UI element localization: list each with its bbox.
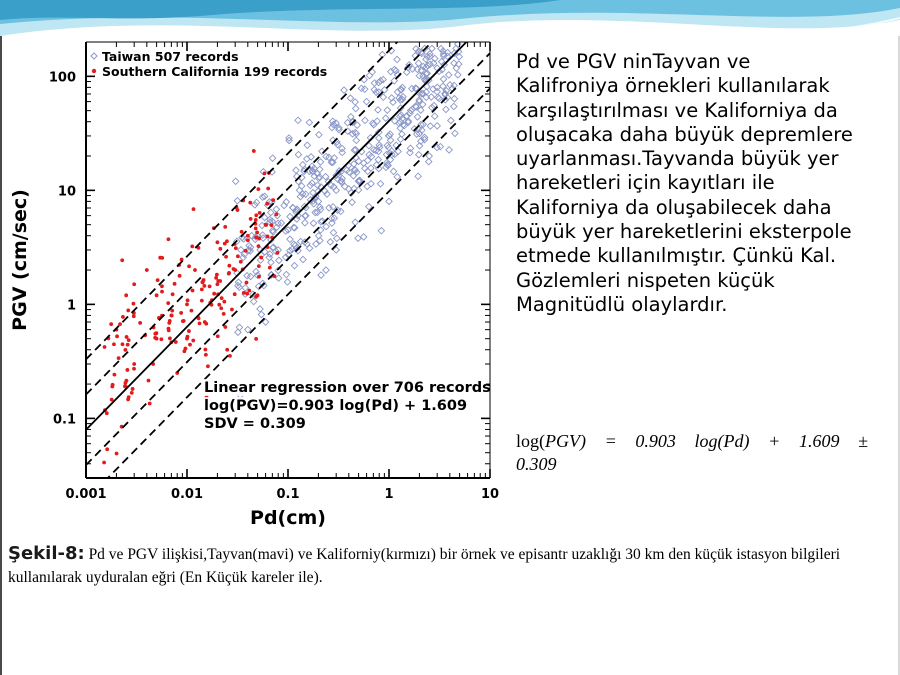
taiwan-point <box>300 256 306 262</box>
y-tick-label: 0.1 <box>52 412 76 428</box>
california-point <box>113 373 117 377</box>
taiwan-point <box>366 72 372 78</box>
california-point <box>264 223 268 227</box>
california-point <box>247 289 251 293</box>
california-point <box>105 411 109 415</box>
california-point <box>240 230 244 234</box>
taiwan-point <box>304 156 310 162</box>
taiwan-point <box>318 272 324 278</box>
california-point <box>170 314 174 318</box>
x-tick-label: 0.1 <box>276 487 300 502</box>
taiwan-point <box>293 167 299 173</box>
california-point <box>200 287 204 291</box>
taiwan-point <box>330 229 336 235</box>
california-point <box>193 268 197 272</box>
california-point <box>131 387 135 391</box>
california-point <box>148 402 152 406</box>
california-point <box>259 256 263 260</box>
x-tick-label: 0.001 <box>65 487 107 502</box>
california-point <box>125 368 129 372</box>
taiwan-point <box>310 220 316 226</box>
taiwan-point <box>378 227 384 233</box>
annotation-line: Linear regression over 706 records <box>204 380 491 396</box>
y-tick-label: 1 <box>66 298 76 314</box>
taiwan-point <box>251 298 257 304</box>
taiwan-point <box>364 183 370 189</box>
california-point <box>216 240 220 244</box>
california-point <box>190 244 194 248</box>
taiwan-point <box>347 95 353 101</box>
california-point <box>218 247 222 251</box>
taiwan-point <box>440 76 446 82</box>
california-point <box>254 218 258 222</box>
legend-california: Southern California 199 records <box>102 64 328 79</box>
california-point <box>216 334 220 338</box>
taiwan-point <box>275 275 281 281</box>
california-point <box>102 461 106 465</box>
california-point <box>185 302 189 306</box>
california-point <box>168 319 172 323</box>
california-point <box>190 309 194 313</box>
california-point <box>173 282 177 286</box>
taiwan-point <box>414 114 420 120</box>
california-point <box>256 187 260 191</box>
california-point <box>184 347 188 351</box>
taiwan-point <box>258 311 264 317</box>
annotation-line: SDV = 0.309 <box>204 416 306 432</box>
taiwan-point <box>316 132 322 138</box>
california-point <box>265 202 269 206</box>
taiwan-point <box>268 209 274 215</box>
taiwan-point <box>451 103 457 109</box>
taiwan-point <box>446 72 452 78</box>
taiwan-point <box>257 306 263 312</box>
taiwan-point <box>434 123 440 129</box>
taiwan-point <box>362 117 368 123</box>
taiwan-point <box>386 198 392 204</box>
california-point <box>198 321 202 325</box>
california-point <box>187 264 191 268</box>
california-point <box>225 239 229 243</box>
taiwan-point <box>269 155 275 161</box>
california-point <box>263 171 267 175</box>
taiwan-point <box>327 239 333 245</box>
taiwan-point <box>394 56 400 62</box>
taiwan-point <box>446 147 452 153</box>
taiwan-point <box>368 181 374 187</box>
x-axis-label: Pd(cm) <box>250 507 326 529</box>
taiwan-point <box>375 107 381 113</box>
california-point <box>227 271 231 275</box>
california-point <box>125 335 129 339</box>
california-point <box>171 292 175 296</box>
california-point <box>216 279 220 283</box>
taiwan-point <box>368 165 374 171</box>
taiwan-point <box>240 254 246 260</box>
taiwan-point <box>291 262 297 268</box>
taiwan-point <box>349 199 355 205</box>
taiwan-point <box>383 115 389 121</box>
y-axis-label: PGV (cm/sec) <box>9 189 31 331</box>
taiwan-point <box>392 118 398 124</box>
california-point <box>249 217 253 221</box>
california-point <box>254 337 258 341</box>
taiwan-point <box>334 235 340 241</box>
taiwan-point <box>273 206 279 212</box>
california-point <box>147 379 151 383</box>
caption-label: Şekil-8: <box>8 543 85 564</box>
taiwan-point <box>287 236 293 242</box>
california-point <box>215 273 219 277</box>
california-point <box>219 306 223 310</box>
california-point <box>111 383 115 387</box>
california-point <box>105 447 109 451</box>
taiwan-point <box>360 234 366 240</box>
california-point <box>132 282 136 286</box>
regression-line <box>86 18 490 430</box>
california-point <box>202 278 206 282</box>
california-point <box>232 267 236 271</box>
california-point <box>274 212 278 216</box>
california-point <box>155 293 159 297</box>
california-point <box>230 308 234 312</box>
california-point <box>234 246 238 250</box>
california-point <box>202 284 206 288</box>
california-point <box>168 336 172 340</box>
california-point <box>124 381 128 385</box>
regression-lower-band-2 <box>86 88 490 500</box>
california-point <box>254 213 258 217</box>
california-point <box>242 291 246 295</box>
california-point <box>222 300 226 304</box>
california-point <box>258 211 262 215</box>
taiwan-point <box>341 87 347 93</box>
california-point <box>186 335 190 339</box>
california-point <box>206 364 210 368</box>
taiwan-point <box>431 113 437 119</box>
california-point <box>167 237 171 241</box>
side-description: Pd ve PGV ninTayvan ve Kalifroniya örnekleri kullanılarak karşılaştırılması ve Kaliforniya da oluşacaka daha büyük depremlere uyarlanması.Tayvanda büyük yer hareketleri için kayıtları ile Kaliforniya da oluşabilecek daha büyük yer hareketlerini eksterpole etmede kullanılmıştır. Çünkü Kal. Gözlemleri nispeten küçük Magnitüdlü olaylardır. <box>516 50 853 316</box>
legend-california-marker <box>92 69 96 73</box>
california-point <box>246 238 250 242</box>
taiwan-point <box>308 154 314 160</box>
california-point <box>103 345 107 349</box>
california-point <box>222 312 226 316</box>
california-point <box>257 244 261 248</box>
caption-text: Pd ve PGV ilişkisi,Tayvan(mavi) ve Kaliforniy(kırmızı) bir örnek ve episantr uzaklığı 30 km den küçük istasyon bilgileri kullanılarak uyduralan eğri (En Küçük kareler ile). <box>8 546 841 586</box>
california-point <box>192 207 196 211</box>
taiwan-point <box>390 168 396 174</box>
taiwan-point <box>434 88 440 94</box>
taiwan-point <box>443 106 449 112</box>
taiwan-point <box>363 98 369 104</box>
california-point <box>109 322 113 326</box>
taiwan-point <box>295 151 301 157</box>
taiwan-point <box>302 220 308 226</box>
taiwan-point <box>358 85 364 91</box>
taiwan-point <box>423 56 429 62</box>
legend-taiwan-marker <box>91 53 97 59</box>
california-point <box>254 226 258 230</box>
y-tick-label: 100 <box>48 70 76 86</box>
california-point <box>117 356 121 360</box>
california-point <box>270 223 274 227</box>
california-point <box>236 208 240 212</box>
taiwan-point <box>284 279 290 285</box>
california-point <box>220 296 224 300</box>
california-point <box>275 251 279 255</box>
taiwan-point <box>448 117 454 123</box>
taiwan-point <box>323 223 329 229</box>
california-point <box>127 338 131 342</box>
taiwan-point <box>355 235 361 241</box>
california-point <box>257 275 261 279</box>
taiwan-point <box>384 107 390 113</box>
chart-panel <box>2 36 500 529</box>
california-point <box>178 274 182 278</box>
california-point <box>266 235 270 239</box>
california-point <box>126 343 130 347</box>
california-point <box>127 395 131 399</box>
taiwan-point <box>394 174 400 180</box>
california-point <box>255 230 259 234</box>
california-point <box>254 295 258 299</box>
california-point <box>266 187 270 191</box>
taiwan-point <box>276 257 282 263</box>
california-point <box>208 284 212 288</box>
california-point <box>191 289 195 293</box>
california-point <box>225 348 229 352</box>
california-point <box>132 314 136 318</box>
california-point <box>271 198 275 202</box>
california-point <box>257 237 261 241</box>
california-point <box>204 322 208 326</box>
taiwan-point <box>451 96 457 102</box>
california-point <box>245 281 249 285</box>
california-point <box>167 327 171 331</box>
california-point <box>187 329 191 333</box>
taiwan-point <box>437 143 443 149</box>
california-point <box>214 276 218 280</box>
x-tick-label: 0.01 <box>170 487 204 502</box>
taiwan-point <box>427 123 433 129</box>
california-point <box>268 266 272 270</box>
california-point <box>248 201 252 205</box>
taiwan-point <box>452 130 458 136</box>
california-point <box>112 342 116 346</box>
california-point <box>257 264 261 268</box>
regression-formula-line1 <box>516 428 868 454</box>
california-point <box>203 348 207 352</box>
california-point <box>145 268 149 272</box>
california-point <box>223 325 227 329</box>
taiwan-point <box>232 178 238 184</box>
california-point <box>191 339 195 343</box>
figure-caption <box>8 542 888 589</box>
taiwan-point <box>377 181 383 187</box>
california-point <box>233 292 237 296</box>
california-point <box>160 256 164 260</box>
california-point <box>186 298 190 302</box>
taiwan-point <box>317 166 323 172</box>
california-point <box>124 293 128 297</box>
taiwan-point <box>416 152 422 158</box>
california-point <box>217 303 221 307</box>
taiwan-point <box>317 159 323 165</box>
california-point <box>132 367 136 371</box>
california-point <box>204 353 208 357</box>
california-point <box>160 290 164 294</box>
taiwan-point <box>304 142 310 148</box>
taiwan-point <box>415 173 421 179</box>
taiwan-point <box>306 119 312 125</box>
california-point <box>154 331 158 335</box>
california-point <box>223 225 227 229</box>
taiwan-point <box>283 271 289 277</box>
california-point <box>132 302 136 306</box>
taiwan-point <box>353 105 359 111</box>
california-point <box>159 337 163 341</box>
california-point <box>138 321 142 325</box>
taiwan-point <box>295 117 301 123</box>
california-point <box>246 234 250 238</box>
taiwan-point <box>362 86 368 92</box>
annotation-line: log(PGV)=0.903 log(Pd) + 1.609 <box>204 398 468 414</box>
california-point <box>115 334 119 338</box>
california-point <box>124 348 128 352</box>
california-point <box>227 264 231 268</box>
formula-text: log(PGV) = 0.903 log(Pd) + 1.609 ± <box>516 431 868 451</box>
y-tick-label: 10 <box>57 184 76 200</box>
regression-formula-line2: 0.309 <box>516 454 557 474</box>
california-point <box>179 311 183 315</box>
california-point <box>156 278 160 282</box>
taiwan-point <box>338 208 344 214</box>
pgv-pd-scatter-chart <box>2 36 500 529</box>
california-point <box>121 342 125 346</box>
california-point <box>126 309 130 313</box>
taiwan-point <box>234 198 240 204</box>
california-point <box>244 249 248 253</box>
taiwan-point <box>353 137 359 143</box>
california-point <box>132 362 136 366</box>
california-point <box>153 336 157 340</box>
taiwan-point <box>352 99 358 105</box>
legend-taiwan: Taiwan 507 records <box>102 49 239 64</box>
california-point <box>188 343 192 347</box>
california-point <box>245 292 249 296</box>
taiwan-point <box>296 187 302 193</box>
california-point <box>182 319 186 323</box>
california-point <box>239 260 243 264</box>
california-point <box>166 301 170 305</box>
taiwan-point <box>323 267 329 273</box>
california-point <box>170 309 174 313</box>
california-point <box>216 282 220 286</box>
california-point <box>115 452 119 456</box>
california-point <box>160 284 164 288</box>
x-tick-label: 10 <box>480 487 500 502</box>
taiwan-point <box>352 219 358 225</box>
california-point <box>118 322 122 326</box>
california-point <box>200 299 204 303</box>
california-point <box>120 258 124 262</box>
california-point <box>224 255 228 259</box>
california-point <box>121 315 125 319</box>
x-tick-label: 1 <box>384 487 394 502</box>
california-point <box>130 391 134 395</box>
california-point <box>212 292 216 296</box>
taiwan-point <box>455 72 461 78</box>
california-point <box>236 254 240 258</box>
california-point <box>252 149 256 153</box>
